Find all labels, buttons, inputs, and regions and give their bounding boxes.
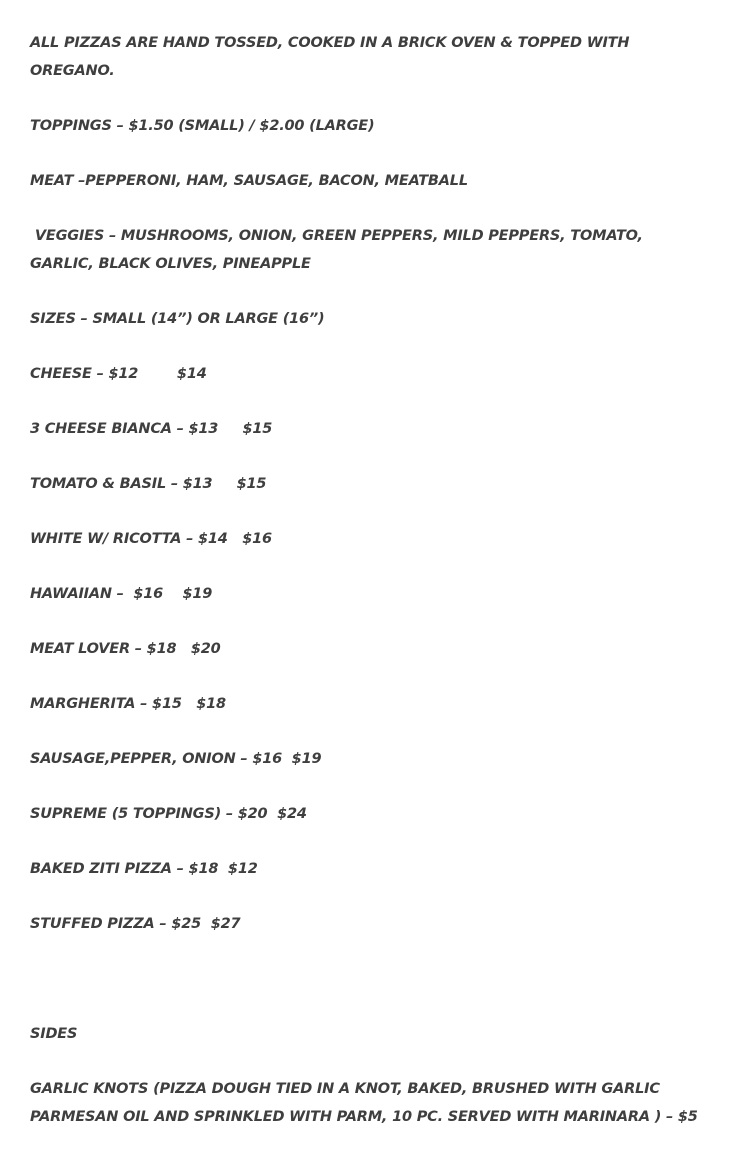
- pizza-item-3-cheese-bianca: 3 CHEESE BIANCA – $13 $15: [30, 421, 273, 437]
- pizza-item-margherita: MARGHERITA – $15 $18: [30, 696, 226, 712]
- pizza-item-sausage-pepper-onion: SAUSAGE,PEPPER, ONION – $16 $19: [30, 751, 322, 767]
- section-spacer: [30, 965, 710, 1020]
- pizza-item-hawaiian: HAWAIIAN – $16 $19: [30, 586, 213, 602]
- pizza-item-meat-lover: MEAT LOVER – $18 $20: [30, 641, 221, 657]
- meat-toppings: MEAT –PEPPERONI, HAM, SAUSAGE, BACON, MEATBALL: [30, 173, 468, 189]
- pizza-item-supreme: SUPREME (5 TOPPINGS) – $20 $24: [30, 806, 307, 822]
- veggie-toppings: VEGGIES – MUSHROOMS, ONION, GREEN PEPPERS, MILD PEPPERS, TOMATO, GARLIC, BLACK OLIVES, PINEAPPLE: [30, 228, 648, 272]
- toppings-price: TOPPINGS – $1.50 (SMALL) / $2.00 (LARGE): [30, 118, 375, 134]
- pizza-sizes: SIZES – SMALL (14”) OR LARGE (16”): [30, 311, 325, 327]
- sides-heading: SIDES: [30, 1026, 78, 1042]
- menu-intro: ALL PIZZAS ARE HAND TOSSED, COOKED IN A BRICK OVEN & TOPPED WITH OREGANO.: [30, 35, 635, 79]
- pizza-item-tomato-basil: TOMATO & BASIL – $13 $15: [30, 476, 267, 492]
- pizza-item-baked-ziti: BAKED ZITI PIZZA – $18 $12: [30, 861, 258, 877]
- pizza-item-white-ricotta: WHITE W/ RICOTTA – $14 $16: [30, 531, 272, 547]
- pizza-item-stuffed: STUFFED PIZZA – $25 $27: [30, 916, 241, 932]
- pizza-item-cheese: CHEESE – $12 $14: [30, 366, 207, 382]
- menu-document: [30, 29, 710, 1158]
- side-item-garlic-knots: GARLIC KNOTS (PIZZA DOUGH TIED IN A KNOT, BAKED, BRUSHED WITH GARLIC PARMESAN OIL AND SPRINKLED WITH PARM, 10 PC. SERVED WITH MARINARA ) – $5: [30, 1081, 698, 1125]
